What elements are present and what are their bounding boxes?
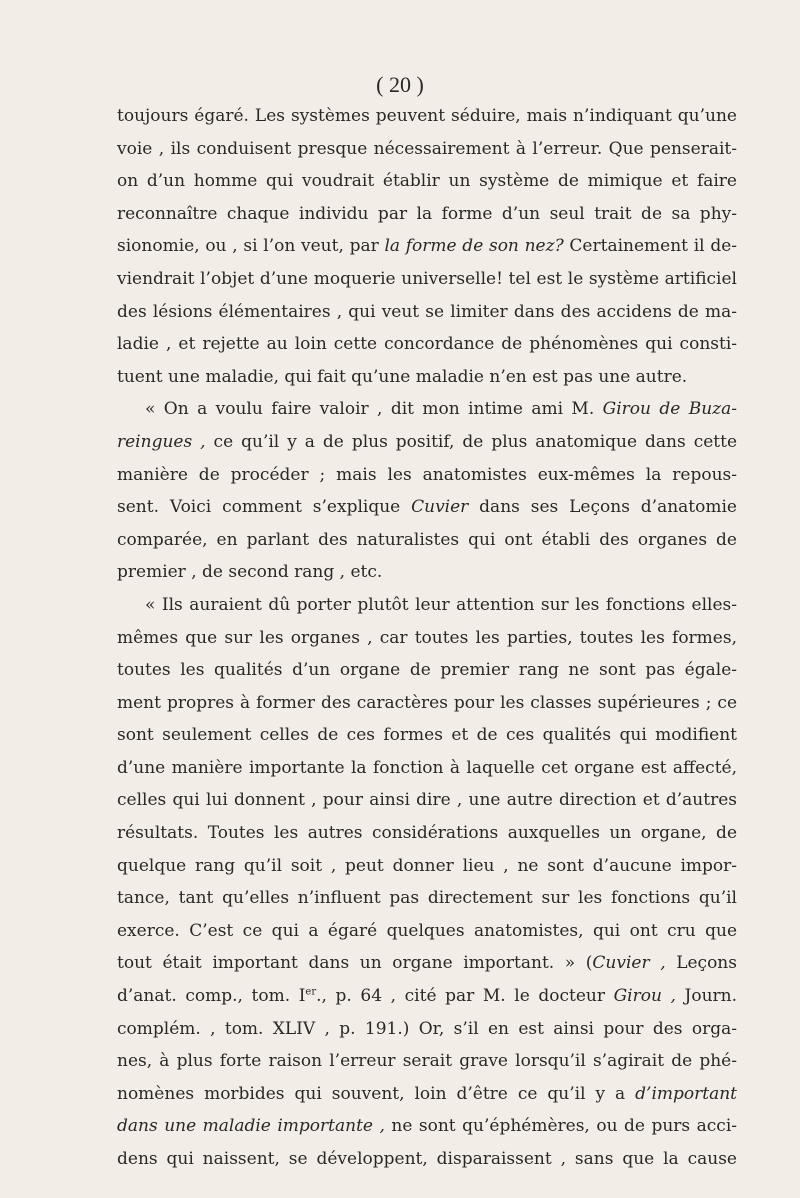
text-line <box>117 817 737 850</box>
text-segment: viendrait l’objet d’une moquerie universelle! tel est le système artificiel <box>117 268 737 289</box>
text-line <box>117 263 737 296</box>
text-line <box>117 654 737 687</box>
text-segment: nes, à plus forte raison l’erreur serait grave lorsqu’il s’agirait de phé- <box>117 1051 737 1072</box>
italic-text: dans une maladie importante , <box>117 1116 385 1137</box>
text-line <box>117 980 737 1013</box>
text-segment: « Ils auraient dû porter plutôt leur attention sur les fonctions elles- <box>145 594 737 615</box>
text-line <box>117 752 737 785</box>
text-line <box>117 459 737 492</box>
text-segment: ., p. 64 , cité par M. le docteur <box>316 986 614 1007</box>
body-text <box>117 100 737 1176</box>
text-line <box>117 947 737 980</box>
italic-text: Cuvier , <box>592 953 666 974</box>
text-segment: « On a voulu faire valoir , dit mon intime ami M. <box>145 399 603 420</box>
text-segment: exerce. C’est ce qui a égaré quelques anatomistes, qui ont cru que <box>117 920 737 941</box>
text-line <box>117 133 737 166</box>
text-segment: complém. , tom. XLIV , p. 191.) Or, s’il en est ainsi pour des orga- <box>117 1018 737 1039</box>
italic-text: reingues , <box>117 431 206 452</box>
text-segment: ne sont qu’éphémères, ou de purs acci- <box>384 1116 738 1137</box>
text-line <box>117 1045 737 1078</box>
text-line <box>117 524 737 557</box>
text-segment: sont seulement celles de ces formes et de ces qualités qui modifient <box>117 725 737 746</box>
text-segment: voie , ils conduisent presque nécessairement à l’erreur. Que penserait- <box>117 138 737 159</box>
text-line <box>117 915 737 948</box>
text-segment: Journ. <box>675 986 738 1007</box>
text-line <box>117 198 737 231</box>
text-line <box>117 784 737 817</box>
italic-text: d’important <box>635 1083 737 1104</box>
text-line <box>117 1078 737 1111</box>
text-line <box>117 491 737 524</box>
text-line <box>117 328 737 361</box>
text-segment: on d’un homme qui voudrait établir un système de mimique et faire <box>117 171 737 192</box>
text-line <box>117 296 737 329</box>
page-number: ( 20 ) <box>376 72 424 97</box>
text-segment: résultats. Toutes les autres considérations auxquelles un organe, de <box>117 823 737 844</box>
text-line <box>117 1143 737 1176</box>
text-line <box>117 393 737 426</box>
text-segment: mêmes que sur les organes , car toutes les parties, toutes les formes, <box>117 627 737 648</box>
text-segment: ladie , et rejette au loin cette concordance de phénomènes qui consti- <box>117 334 737 355</box>
text-line <box>117 719 737 752</box>
text-segment: des lésions élémentaires , qui veut se limiter dans des accidens de ma- <box>117 301 737 322</box>
text-line <box>117 1110 737 1143</box>
text-segment: nomènes morbides qui souvent, loin d’être ce qu’il y a <box>117 1083 636 1104</box>
text-segment: sionomie, ou , si l’on veut, par <box>117 236 385 257</box>
text-line <box>117 687 737 720</box>
text-segment: premier , de second rang , etc. <box>117 562 383 583</box>
text-segment: toutes les qualités d’un organe de premier rang ne sont pas égale- <box>117 660 737 681</box>
italic-text: Girou , <box>613 986 676 1007</box>
text-line <box>117 850 737 883</box>
text-segment: reconnaître chaque individu par la forme d’un seul trait de sa phy- <box>117 203 737 224</box>
text-segment: ment propres à former des caractères pour les classes supérieures ; ce <box>117 692 737 713</box>
text-segment: Certainement il de- <box>563 236 738 257</box>
text-line <box>117 556 737 589</box>
text-segment: quelque rang qu’il soit , peut donner lieu , ne sont d’aucune impor- <box>117 855 737 876</box>
text-line <box>117 1013 737 1046</box>
superscript-text: er <box>305 986 317 998</box>
text-segment: dens qui naissent, se développent, disparaissent , sans que la cause <box>117 1149 737 1169</box>
text-segment: tout était important dans un organe important. » ( <box>117 953 593 974</box>
italic-text: Cuvier <box>411 497 469 518</box>
italic-text: la forme de son nez? <box>384 236 564 257</box>
text-segment: ce qu’il y a de plus positif, de plus anatomique dans cette <box>205 431 737 452</box>
text-segment: toujours égaré. Les systèmes peuvent séduire, mais n’indiquant qu’une <box>117 106 737 126</box>
text-line <box>117 882 737 915</box>
text-segment: sent. Voici comment s’explique <box>117 497 412 518</box>
text-segment: d’anat. comp., tom. I <box>117 986 306 1007</box>
text-line <box>117 100 737 133</box>
text-segment: dans ses Leçons d’anatomie <box>468 497 737 518</box>
text-line <box>117 361 737 394</box>
text-segment: celles qui lui donnent , pour ainsi dire , une autre direction et d’autres <box>117 790 737 811</box>
text-segment: manière de procéder ; mais les anatomistes eux-mêmes la repous- <box>117 464 737 485</box>
text-line <box>117 426 737 459</box>
text-segment: tuent une maladie, qui fait qu’une maladie n’en est pas une autre. <box>117 366 688 387</box>
text-line <box>117 165 737 198</box>
text-line <box>117 589 737 622</box>
text-segment: comparée, en parlant des naturalistes qui ont établi des organes de <box>117 529 737 550</box>
text-segment: d’une manière importante la fonction à laquelle cet organe est affecté, <box>117 757 737 778</box>
text-line <box>117 622 737 655</box>
italic-text: Girou de Buza- <box>602 399 737 420</box>
text-segment: Leçons <box>665 953 737 974</box>
text-segment: tance, tant qu’elles n’influent pas directement sur les fonctions qu’il <box>117 888 737 909</box>
text-line <box>117 230 737 263</box>
